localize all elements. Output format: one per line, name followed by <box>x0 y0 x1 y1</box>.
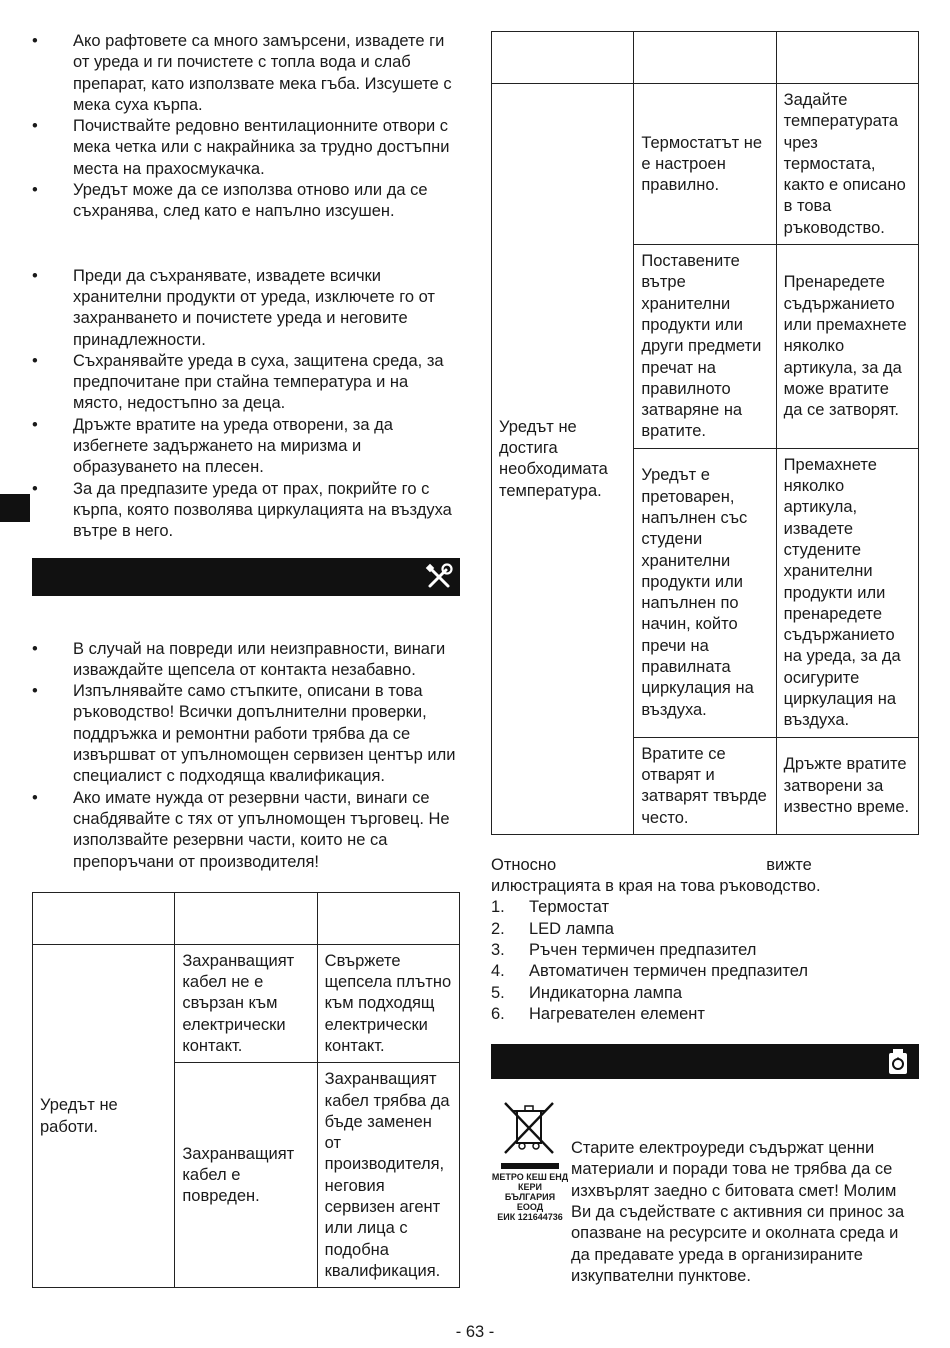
troubleshooting-table-2 <box>491 31 919 835</box>
cleaning-list <box>32 31 460 223</box>
note-mid: вижте <box>766 855 812 874</box>
cause-cell: Уредът е претоварен, напълнен със студени хранителни продукти или напълнен по начин, който пречи на правилната циркулация на въздуха. <box>634 448 776 737</box>
list-item: • Съхранявайте уреда в суха, защитена среда, за предпочитане при стайна температура и на място, недостъпно за деца. <box>32 351 460 415</box>
parts-note <box>491 855 919 898</box>
solution-cell: Захранващият кабел трябва да бъде заменен от производителя, неговия сервизен агент или лица с подобна квалификация. <box>317 1063 459 1288</box>
table-header-cell <box>634 32 776 84</box>
table-header-cell <box>33 892 175 944</box>
list-item: • Ако имате нужда от резервни части, винаги се снабдявайте с тях от упълномощен търговец. Не използвайте резервни части, които не са препоръчани от производителя! <box>32 788 460 873</box>
list-item: • Изпълнявайте само стъпките, описани в това ръководство! Всички допълнителни проверки, поддръжка и ремонтни работи трябва да се извършват от упълномощен сервизен център или специалист с подходяща квалификация. <box>32 681 460 787</box>
list-item: 1. Термостат <box>491 898 610 917</box>
list-item: 5. Индикаторна лампа <box>491 983 683 1002</box>
cause-cell: Поставените вътре хранителни продукти или други предмети пречат на правилното затваряне на вратите. <box>634 245 776 449</box>
solution-cell: Пренаредете съдържанието или премахнете няколко артикула, за да може вратите да се затворят. <box>776 245 918 449</box>
cause-cell: Термостатът не е настроен правилно. <box>634 84 776 245</box>
weee-logo-text: МЕТРО КЕШ ЕНД КЕРИ БЪЛГАРИЯ ЕООД ЕИК 121644736 <box>491 1172 569 1223</box>
list-item: 6. Нагревателен елемент <box>491 1004 705 1023</box>
note-end: илюстрацията в края на това ръководство. <box>491 877 821 896</box>
disposal-section <box>491 1099 919 1299</box>
solution-cell: Задайте температурата чрез термостата, както е описано в това ръководство. <box>776 84 918 245</box>
solution-cell: Премахнете няколко артикула, извадете студените хранителни продукти или пренаредете съдържанието на уреда, за да осигурите циркулация на въздуха. <box>776 448 918 737</box>
list-item: • Почиствайте редовно вентилационните отвори с мека четка или с накрайника за трудно достъпни места на прахосмукачка. <box>32 116 460 180</box>
page-number: - 63 - <box>455 1323 495 1341</box>
table-header-cell <box>175 892 317 944</box>
right-column <box>491 31 919 1299</box>
section-tab-marker <box>0 494 30 522</box>
recycle-icon <box>887 1049 909 1075</box>
crossed-bin-icon <box>491 1099 569 1157</box>
cause-cell: Захранващият кабел е повреден. <box>175 1063 317 1288</box>
troubleshooting-header-bar <box>32 558 460 596</box>
table-header-cell <box>492 32 634 84</box>
left-column <box>32 31 460 1288</box>
problem-cell: Уредът не достига необходимата температура. <box>492 84 634 835</box>
parts-list <box>491 897 919 1025</box>
list-item: 4. Автоматичен термичен предпазител <box>491 962 809 981</box>
solution-cell: Свържете щепсела плътно към подходящ електрически контакт. <box>317 944 459 1062</box>
troubleshooting-table-1 <box>32 892 460 1288</box>
tools-icon <box>424 562 454 592</box>
disposal-header-bar <box>491 1044 919 1079</box>
cause-cell: Захранващият кабел не е свързан към електрически контакт. <box>175 944 317 1062</box>
storage-list <box>32 266 460 543</box>
list-item: • Преди да съхранявате, извадете всички хранителни продукти от уреда, изключете го от захранването и почистете уреда и неговите принадлежности. <box>32 266 460 351</box>
solution-cell: Дръжте вратите затворени за известно време. <box>776 737 918 834</box>
disposal-text: Старите електроуреди съдържат ценни материали и поради това не трябва да се изхвърлят заедно с битовата смет! Молим Ви да съдействате с активния си принос за опазване на ресурсите и околната среда и да предавате уреда в организираните изкупвателни пунктове. <box>571 1139 905 1285</box>
troubleshooting-list <box>32 639 460 873</box>
list-item: • Дръжте вратите на уреда отворени, за да избегнете задържането на миризма и образуването на плесен. <box>32 415 460 479</box>
list-item: • В случай на повреди или неизправности, винаги изваждайте щепсела от контакта незабавно. <box>32 639 460 682</box>
cause-cell: Вратите се отварят и затварят твърде често. <box>634 737 776 834</box>
list-item: 3. Ръчен термичен предпазител <box>491 940 757 959</box>
list-item: • За да предпазите уреда от прах, покрийте го с кърпа, която позволява циркулацията на въздуха вътре в него. <box>32 479 460 543</box>
note-start: Относно <box>491 855 557 874</box>
weee-logo <box>491 1099 569 1222</box>
list-item: • Ако рафтовете са много замърсени, извадете ги от уреда и ги почистете с топла вода и слаб препарат, като използвате мека гъба. Изсушете с мека суха кърпа. <box>32 31 460 116</box>
list-item: 2. LED лампа <box>491 919 614 938</box>
table-header-cell <box>776 32 918 84</box>
table-header-cell <box>317 892 459 944</box>
list-item: • Уредът може да се използва отново или да се съхранява, след като е напълно изсушен. <box>32 180 460 223</box>
problem-cell: Уредът не работи. <box>33 944 175 1287</box>
